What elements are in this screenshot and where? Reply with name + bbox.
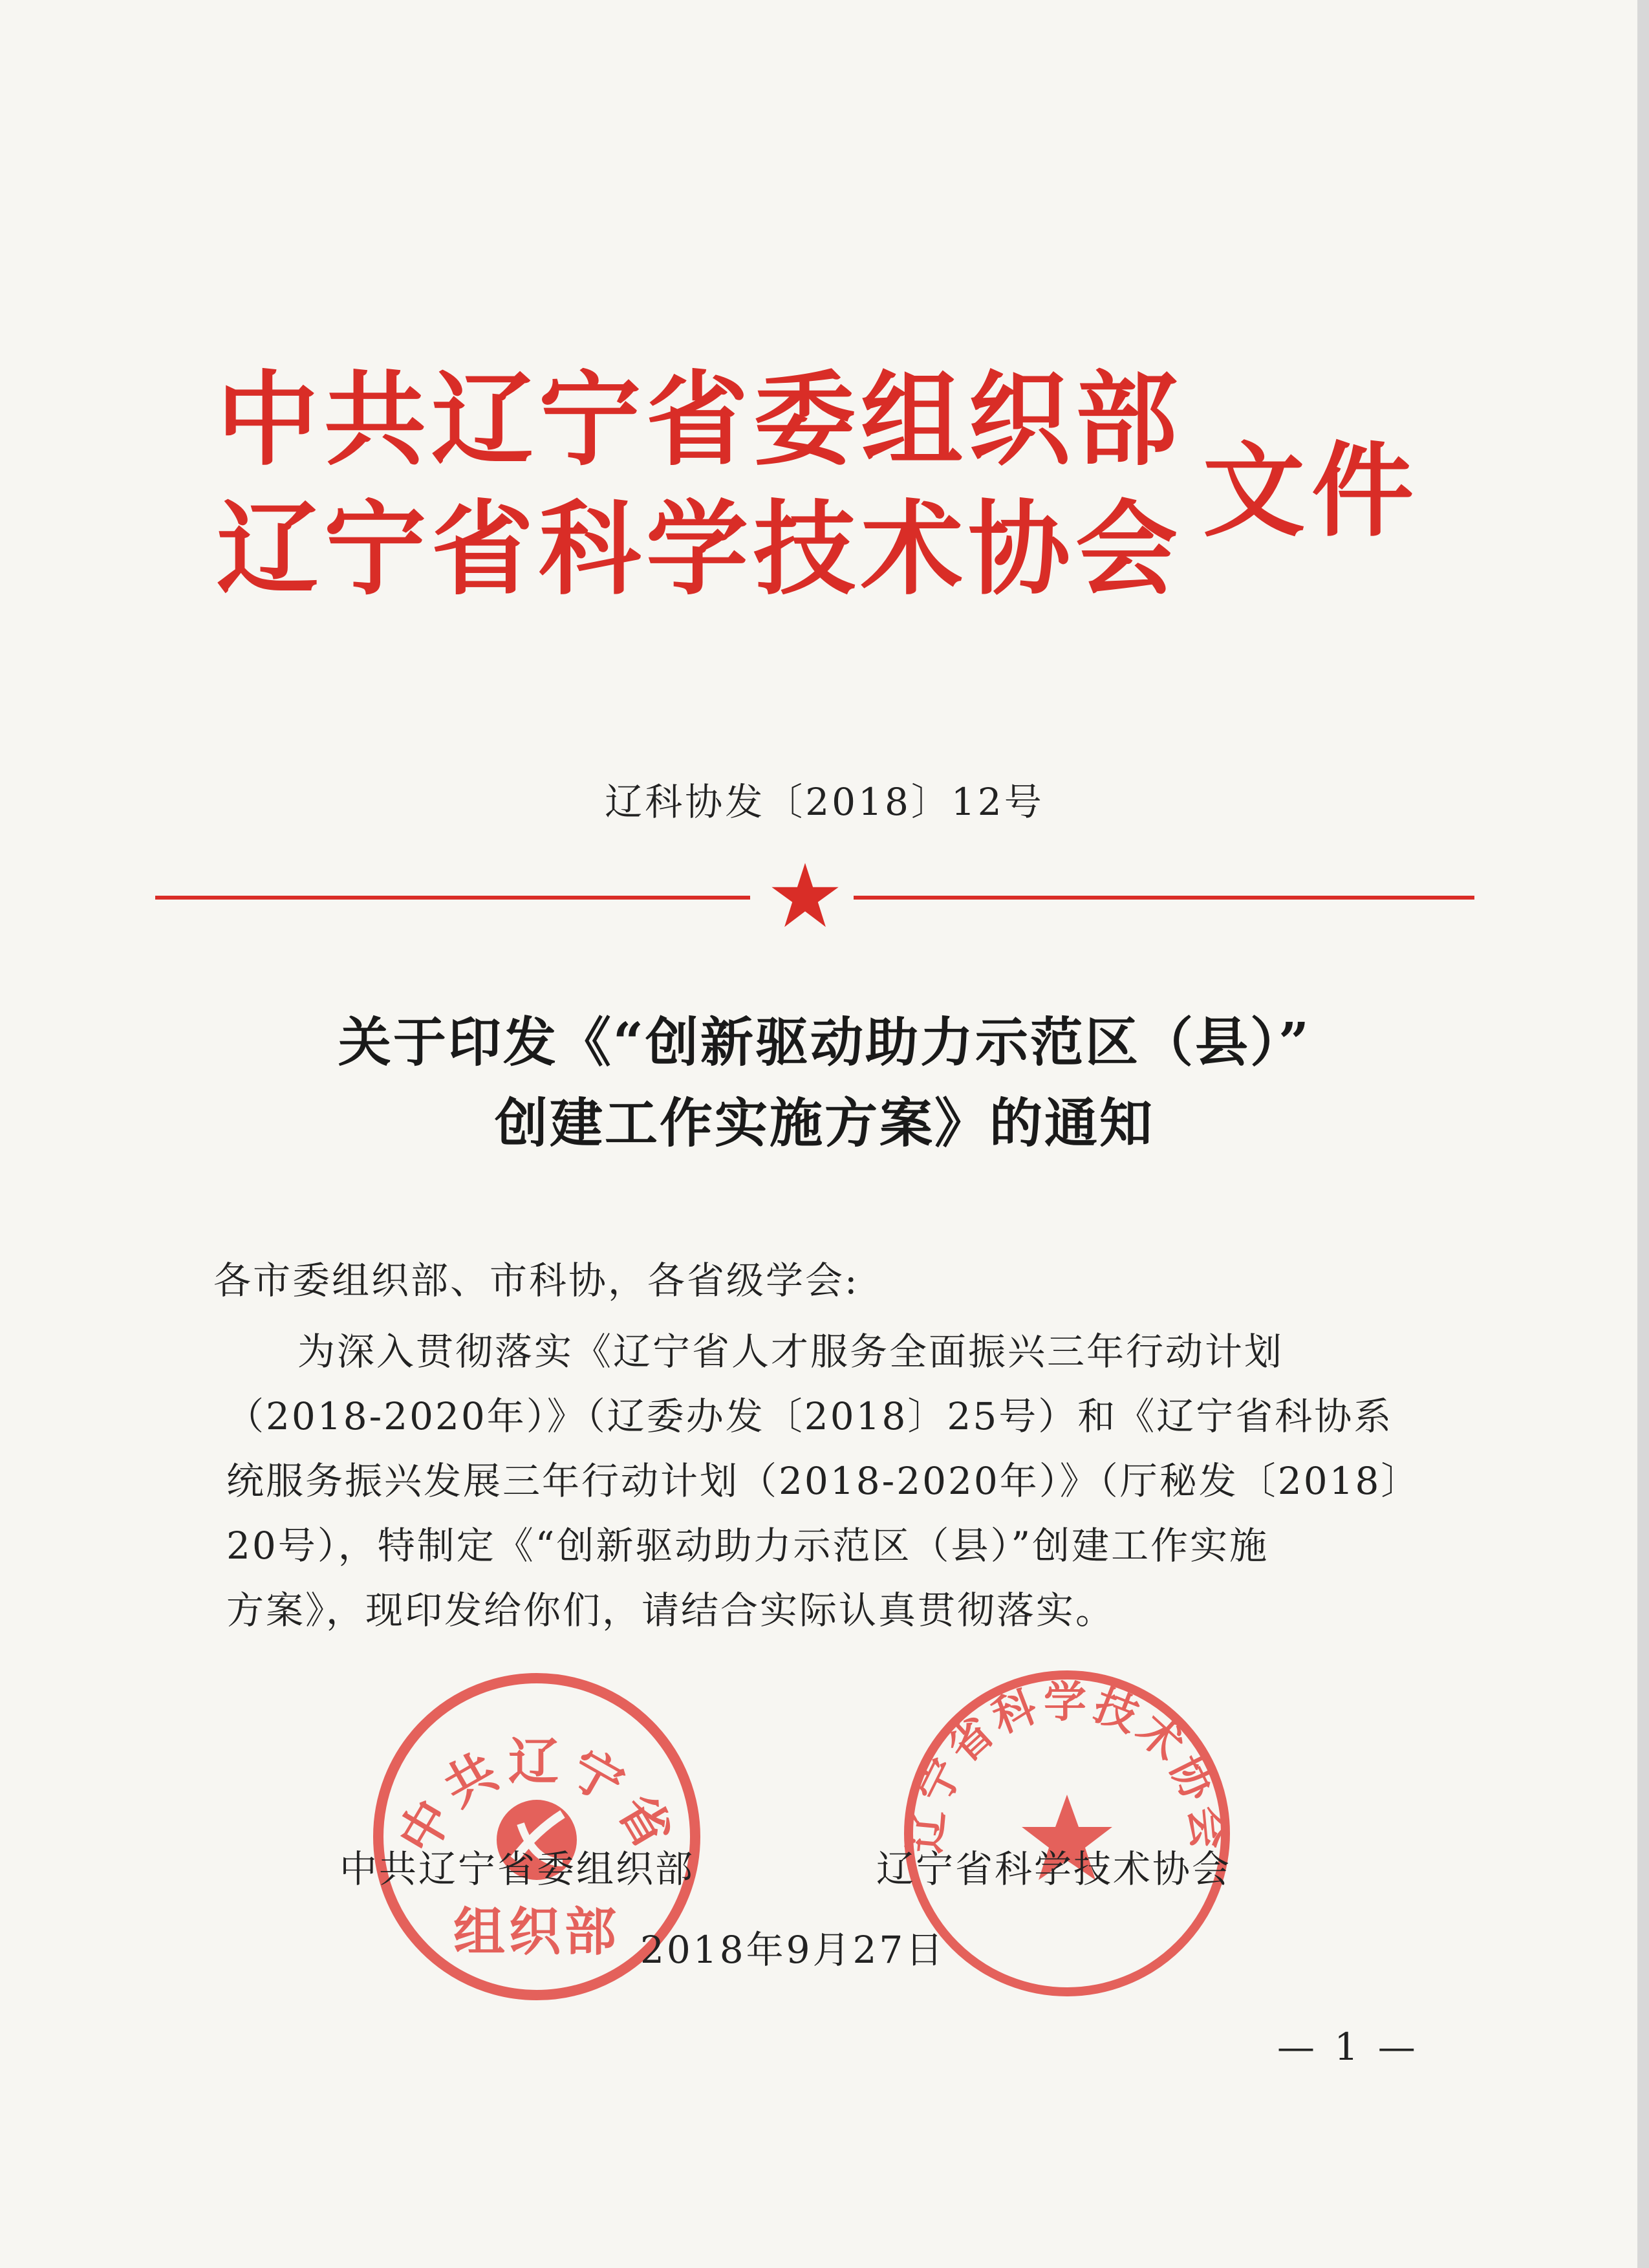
title-line-1: 关于印发《“创新驱动助力示范区（县）” (338, 1011, 1311, 1074)
document-label: 文件 (1203, 432, 1420, 551)
science-association-seal (899, 1665, 1235, 2002)
signature-date: 2018年9月27日 (640, 1928, 946, 1972)
body-line: （2018-2020年）》（辽委办发〔2018〕25号）和《辽宁省科协系 (226, 1394, 1394, 1438)
salutation: 各市委组织部、市科协，各省级学会: (213, 1258, 859, 1302)
issuer-line-1: 中共辽宁省委组织部 (217, 361, 1183, 480)
issuer-block (217, 356, 1183, 614)
signer-organization-dept: 中共辽宁省委组织部 (339, 1847, 695, 1891)
body-line: 为深入贯彻落实《辽宁省人才服务全面振兴三年行动计划 (297, 1330, 1284, 1374)
signer-science-association: 辽宁省科学技术协会 (876, 1847, 1232, 1891)
seal-right-arc-text: 辽宁省科学技术协会 (900, 1677, 1234, 1855)
body-line: 20号），特制定《“创新驱动助力示范区（县）”创建工作实施 (226, 1524, 1269, 1568)
body-paragraph (226, 1319, 1421, 1643)
body-line: 统服务振兴发展三年行动计划（2018-2020年）》（厅秘发〔2018〕 (226, 1459, 1421, 1503)
red-rule-right (854, 896, 1474, 900)
page-number: — 1 — (1277, 2025, 1419, 2069)
title-line-2: 创建工作实施方案》的通知 (494, 1092, 1154, 1154)
red-rule-left (155, 896, 750, 900)
issuer-line-2: 辽宁省科学技术协会 (217, 490, 1183, 609)
seal-left-arc-text: 中共辽宁省 (388, 1733, 685, 1864)
body-line: 方案》，现印发给你们，请结合实际认真贯彻落实。 (226, 1588, 1116, 1632)
red-star-icon (770, 860, 841, 931)
seal-left-bottom-text: 组织部 (453, 1902, 620, 1962)
document-number: 辽科协发〔2018〕12号 (605, 780, 1044, 824)
notice-title (0, 1002, 1649, 1164)
